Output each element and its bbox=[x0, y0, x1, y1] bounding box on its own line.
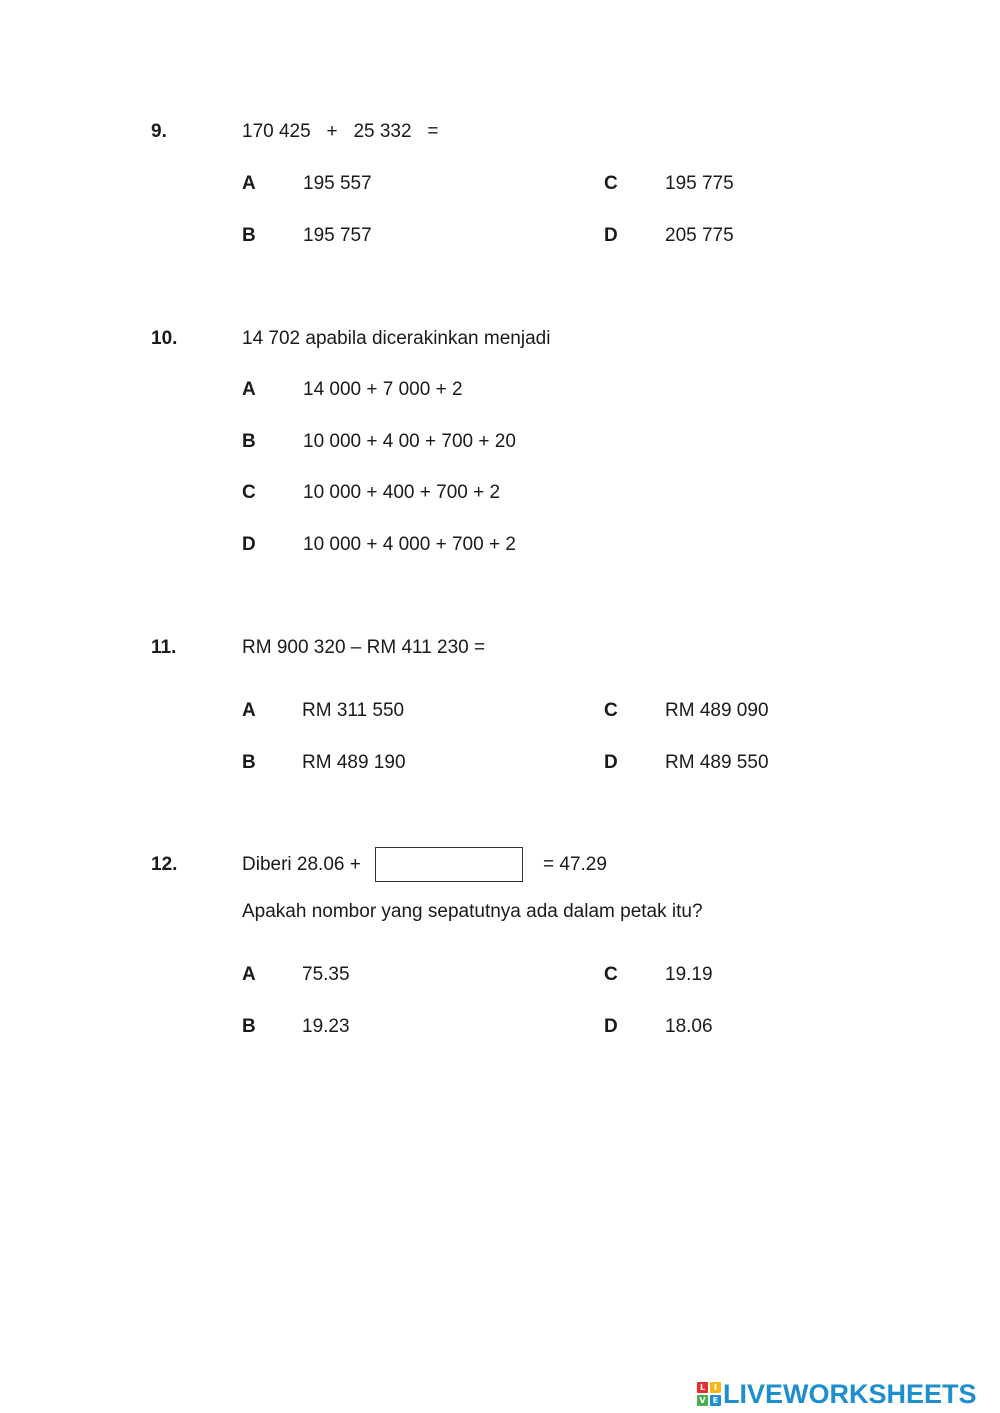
option-text[interactable]: 19.19 bbox=[665, 964, 713, 985]
question-12-prompt-before: Diberi 28.06 + bbox=[242, 854, 361, 875]
question-10-number: 10. bbox=[151, 328, 178, 349]
option-text[interactable]: RM 489 090 bbox=[665, 700, 769, 721]
logo-text: LIVEWORKSHEETS bbox=[723, 1379, 977, 1409]
option-letter: A bbox=[242, 379, 256, 400]
option-letter: D bbox=[242, 534, 256, 555]
option-letter: A bbox=[242, 173, 256, 194]
answer-box[interactable] bbox=[375, 847, 523, 882]
question-12-prompt-after: = 47.29 bbox=[543, 854, 607, 875]
option-letter: C bbox=[242, 482, 256, 503]
option-text[interactable]: 10 000 + 400 + 700 + 2 bbox=[303, 482, 501, 503]
option-text[interactable]: 195 557 bbox=[303, 173, 372, 194]
question-10-prompt: 14 702 apabila dicerakinkan menjadi bbox=[242, 328, 551, 349]
question-11-number: 11. bbox=[151, 637, 177, 658]
option-letter: B bbox=[242, 752, 256, 773]
option-text[interactable]: 75.35 bbox=[302, 964, 350, 985]
question-11-prompt: RM 900 320 – RM 411 230 = bbox=[242, 637, 486, 658]
logo-mark-tile: E bbox=[710, 1395, 721, 1406]
option-text[interactable]: 19.23 bbox=[302, 1016, 350, 1037]
option-text[interactable]: 205 775 bbox=[665, 225, 734, 246]
question-12-number: 12. bbox=[151, 854, 178, 875]
option-letter: A bbox=[242, 964, 256, 985]
option-letter: C bbox=[604, 173, 618, 194]
logo-mark-tile: I bbox=[710, 1382, 721, 1393]
option-letter: B bbox=[242, 225, 256, 246]
option-letter: D bbox=[604, 752, 618, 773]
option-text[interactable]: 195 757 bbox=[303, 225, 372, 246]
option-text[interactable]: 10 000 + 4 000 + 700 + 2 bbox=[303, 534, 516, 555]
option-letter: C bbox=[604, 964, 618, 985]
option-text[interactable]: 195 775 bbox=[665, 173, 734, 194]
option-text[interactable]: 18.06 bbox=[665, 1016, 713, 1037]
question-9-prompt: 170 425 + 25 332 = bbox=[242, 121, 439, 142]
option-text[interactable]: 14 000 + 7 000 + 2 bbox=[303, 379, 463, 400]
question-9-number: 9. bbox=[151, 121, 167, 142]
logo-mark-icon bbox=[697, 1382, 721, 1406]
option-letter: B bbox=[242, 431, 256, 452]
option-letter: B bbox=[242, 1016, 256, 1037]
option-text[interactable]: 10 000 + 4 00 + 700 + 20 bbox=[303, 431, 516, 452]
logo-mark-tile: V bbox=[697, 1395, 708, 1406]
question-12-subprompt: Apakah nombor yang sepatutnya ada dalam petak itu? bbox=[242, 901, 703, 922]
logo-mark-tile: L bbox=[697, 1382, 708, 1393]
option-letter: C bbox=[604, 700, 618, 721]
option-letter: D bbox=[604, 225, 618, 246]
option-text[interactable]: RM 489 190 bbox=[302, 752, 406, 773]
liveworksheets-logo bbox=[697, 1380, 977, 1408]
option-letter: D bbox=[604, 1016, 618, 1037]
option-text[interactable]: RM 311 550 bbox=[302, 700, 405, 721]
option-letter: A bbox=[242, 700, 256, 721]
option-text[interactable]: RM 489 550 bbox=[665, 752, 769, 773]
